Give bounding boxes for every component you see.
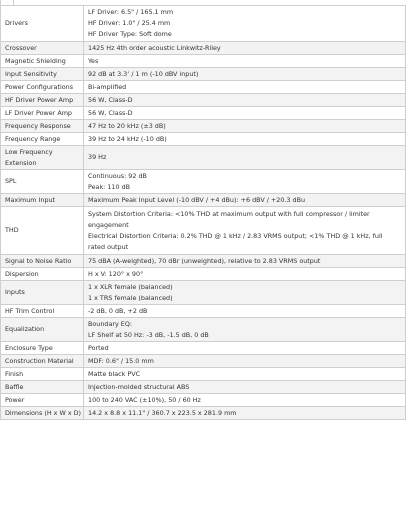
- spec-value-line: Continuous: 92 dB: [88, 171, 147, 180]
- spec-row: [1, 318, 406, 342]
- spec-value-line: Maximum Peak Input Level (-10 dBV / +4 dBu): +6 dBV / +20.3 dBu: [88, 195, 306, 204]
- spec-row: [1, 120, 406, 133]
- spec-row: [1, 268, 406, 281]
- spec-label: Signal to Noise Ratio: [1, 255, 84, 268]
- spec-value-line: 1 x XLR female (balanced): [88, 282, 173, 291]
- spec-row: [1, 6, 406, 42]
- spec-value-line: Peak: 110 dB: [88, 182, 131, 191]
- spec-value-line: Yes: [88, 56, 99, 65]
- spec-row: [1, 281, 406, 305]
- spec-value-line: LF Driver: 6.5" / 165.1 mm: [88, 8, 174, 16]
- spec-row: [1, 170, 406, 194]
- spec-value: [84, 133, 406, 146]
- spec-value-line: 1425 Hz 4th order acoustic Linkwitz-Riley: [88, 43, 221, 52]
- spec-value: [84, 107, 406, 120]
- spec-row: [1, 342, 406, 355]
- spec-value: [84, 94, 406, 107]
- spec-label: Input Sensitivity: [1, 68, 84, 81]
- spec-row: [1, 381, 406, 394]
- spec-label: Construction Material: [1, 355, 84, 368]
- spec-row: [1, 194, 406, 207]
- spec-value-line: -2 dB, 0 dB, +2 dB: [88, 306, 148, 315]
- spec-row: [1, 207, 406, 255]
- spec-value-line: H x V: 120° x 90°: [88, 269, 144, 278]
- specifications-table-body: [1, 6, 406, 420]
- spec-value: [84, 381, 406, 394]
- spec-value-line: Ported: [88, 343, 109, 352]
- spec-value-line: HF Driver: 1.0" / 25.4 mm: [88, 19, 171, 27]
- spec-value: [84, 255, 406, 268]
- spec-label: Low Frequency Extension: [1, 146, 84, 170]
- spec-row: [1, 133, 406, 146]
- spec-label: Enclosure Type: [1, 342, 84, 355]
- spec-value: [84, 368, 406, 381]
- spec-row: [1, 255, 406, 268]
- spec-value: [84, 55, 406, 68]
- spec-label: Power Configurations: [1, 81, 84, 94]
- spec-value: [84, 194, 406, 207]
- spec-value-line: 1 x TRS female (balanced): [88, 293, 173, 302]
- spec-label: THD: [1, 207, 84, 255]
- spec-value: [84, 305, 406, 318]
- spec-row: [1, 42, 406, 55]
- spec-value: [84, 68, 406, 81]
- spec-value-line: Bi-amplified: [88, 82, 127, 91]
- spec-label: Inputs: [1, 281, 84, 305]
- spec-row: [1, 368, 406, 381]
- spec-label: Frequency Range: [1, 133, 84, 146]
- spec-row: [1, 94, 406, 107]
- spec-value-line: Boundary EQ:: [88, 319, 133, 328]
- spec-label: Power: [1, 394, 84, 407]
- spec-label: Dimensions (H x W x D): [1, 407, 84, 420]
- spec-label: HF Driver Power Amp: [1, 94, 84, 107]
- spec-label: Baffle: [1, 381, 84, 394]
- spec-value-line: 92 dB at 3.3’ / 1 m (-10 dBV input): [88, 69, 199, 78]
- spec-value-line: MDF: 0.6" / 15.0 mm: [88, 356, 154, 365]
- spec-row: [1, 146, 406, 170]
- spec-value: [84, 6, 406, 42]
- spec-row: [1, 81, 406, 94]
- specifications-table: [0, 5, 406, 420]
- spec-value: [84, 342, 406, 355]
- spec-value: [84, 394, 406, 407]
- spec-label: Dispersion: [1, 268, 84, 281]
- spec-label: Maximum Input: [1, 194, 84, 207]
- spec-label: Finish: [1, 368, 84, 381]
- spec-value: [84, 355, 406, 368]
- spec-value-line: System Distortion Criteria: <10% THD at maximum output with full compressor / limiter engagement: [88, 209, 370, 229]
- spec-value: [84, 146, 406, 170]
- spec-value: [84, 120, 406, 133]
- spec-label: HF Trim Control: [1, 305, 84, 318]
- spec-row: [1, 407, 406, 420]
- spec-label: Crossover: [1, 42, 84, 55]
- spec-value-line: 75 dBA (A-weighted), 70 dBr (unweighted), relative to 2.83 VRMS output: [88, 256, 321, 265]
- spec-value-line: 100 to 240 VAC (±10%), 50 / 60 Hz: [88, 395, 201, 404]
- spec-value-line: 47 Hz to 20 kHz (±3 dB): [88, 121, 166, 130]
- spec-label: Drivers: [1, 6, 84, 42]
- spec-row: [1, 305, 406, 318]
- spec-label: SPL: [1, 170, 84, 194]
- spec-value: [84, 407, 406, 420]
- spec-value: [84, 42, 406, 55]
- spec-label: Equalization: [1, 318, 84, 342]
- spec-value-line: Injection-molded structural ABS: [88, 382, 190, 391]
- spec-value: [84, 81, 406, 94]
- spec-row: [1, 394, 406, 407]
- spec-value-line: 56 W, Class-D: [88, 108, 133, 117]
- spec-value-line: Electrical Distortion Criteria: 0.2% THD @ 1 kHz / 2.83 VRMS output; <1% THD @ 1 kHz, full rated output: [88, 231, 383, 251]
- spec-value: [84, 281, 406, 305]
- spec-value-line: Matte black PVC: [88, 369, 141, 378]
- spec-value: [84, 207, 406, 255]
- spec-row: [1, 355, 406, 368]
- spec-label: Frequency Response: [1, 120, 84, 133]
- spec-value-line: 56 W, Class-D: [88, 95, 133, 104]
- spec-value-line: LF Shelf at 50 Hz: -3 dB, -1.5 dB, 0 dB: [88, 330, 209, 339]
- spec-value: [84, 170, 406, 194]
- spec-row: [1, 68, 406, 81]
- spec-value-line: 39 Hz to 24 kHz (-10 dB): [88, 134, 167, 143]
- spec-value: [84, 318, 406, 342]
- spec-row: [1, 107, 406, 120]
- spec-row: [1, 55, 406, 68]
- spec-value-line: HF Driver Type: Soft dome: [88, 30, 172, 38]
- spec-label: LF Driver Power Amp: [1, 107, 84, 120]
- spec-label: Magnetic Shielding: [1, 55, 84, 68]
- spec-value-line: 39 Hz: [88, 153, 107, 161]
- spec-value-line: 14.2 x 8.8 x 11.1" / 360.7 x 223.5 x 281.9 mm: [88, 408, 237, 417]
- spec-value: [84, 268, 406, 281]
